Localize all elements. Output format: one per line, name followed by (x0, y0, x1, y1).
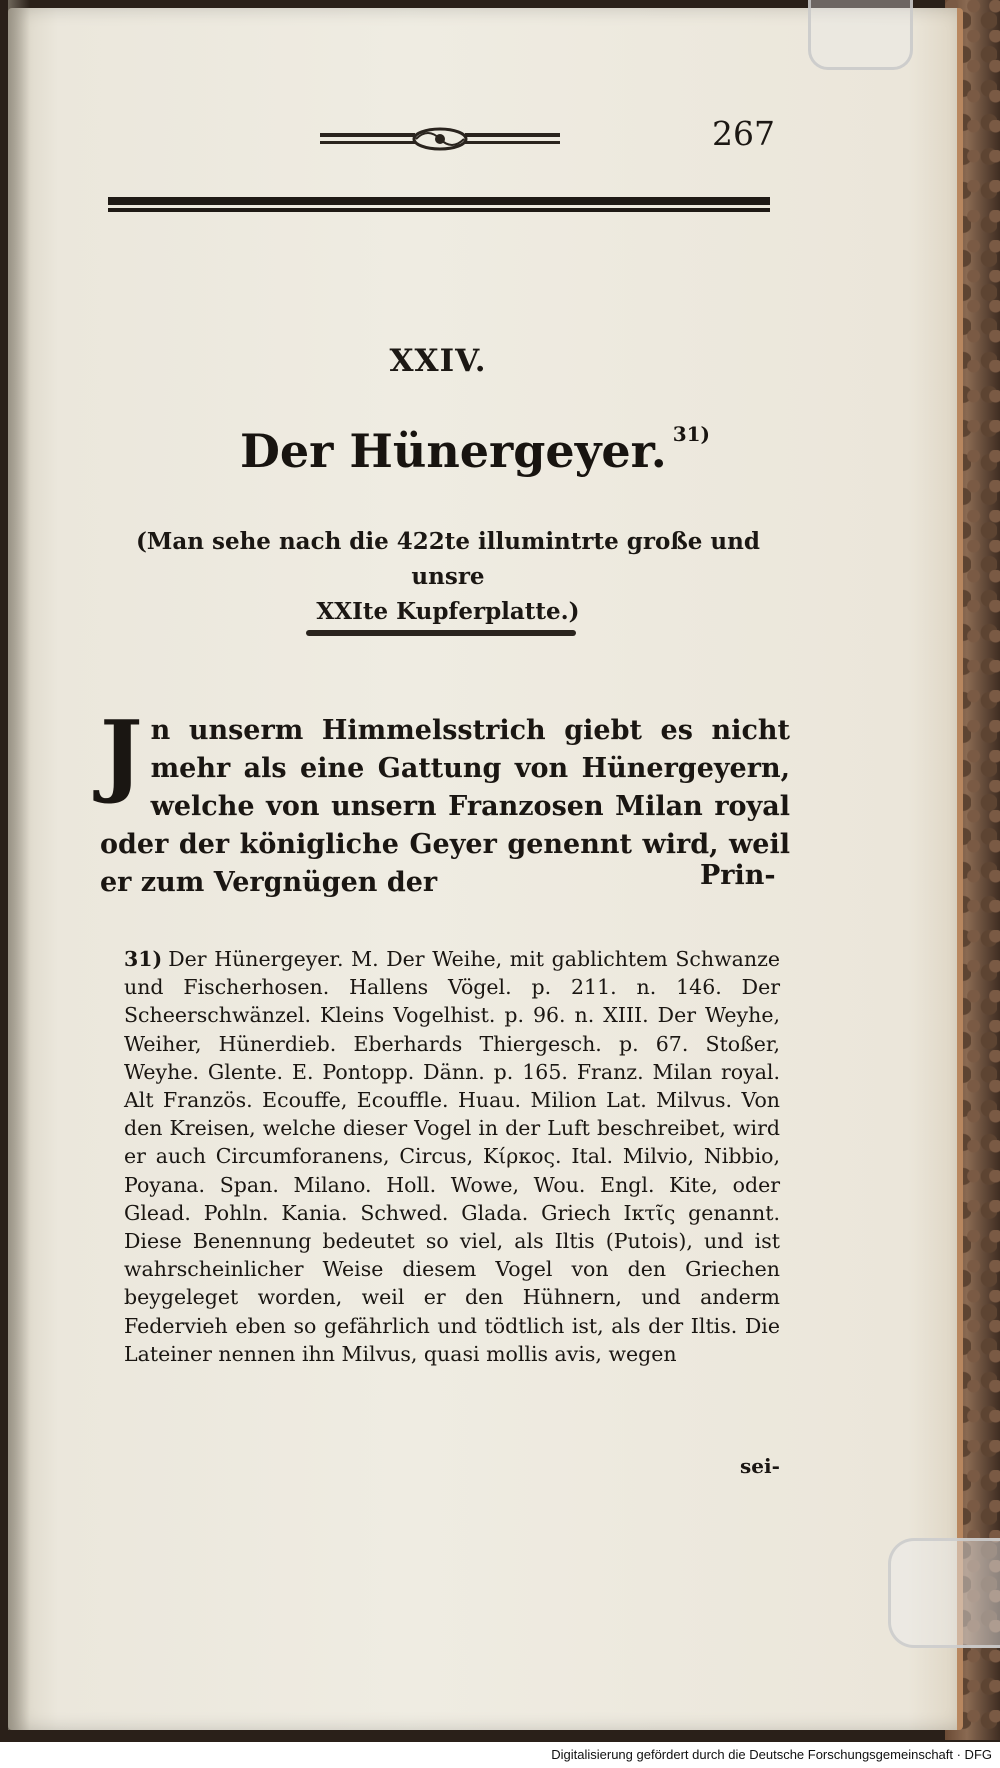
chapter-title-text: Der Hünergeyer. (240, 424, 667, 478)
page-number: 267 (712, 114, 775, 153)
page-clip-bottom (888, 1538, 1000, 1648)
footnote-marker: 31) (124, 947, 163, 971)
header-ornament (320, 125, 560, 155)
digitization-credit: Digitalisierung gefördert durch die Deutsche Forschungsgemeinschaft · DFG (0, 1742, 1000, 1768)
page-gutter-shadow (8, 0, 30, 1730)
body-text: n unserm Himmelsstrich giebt es nicht mehr als eine Gattung von Hünergeyern, welche von unsern Franzosen Milan royal oder der königliche Geyer genennt wird, weil er zum Vergnügen der (100, 715, 790, 898)
catchword: Prin- (700, 860, 776, 891)
footnote (124, 945, 780, 1368)
footnote-catchword: sei- (740, 1454, 780, 1478)
footnote-text: Der Hünergeyer. M. Der Weihe, mit gablichtem Schwanze und Fischerhosen. Hallens Vögel. p. 211. n. 146. Der Scheerschwänzel. Kleins Vogelhist. p. 96. n. XIII. Der Weyhe, Weiher, Hünerdieb. Eberhards Thiergesch. p. 67. Stoßer, Weyhe. Glente. E. Pontopp. Dänn. p. 165. Franz. Milan royal. Alt Französ. Ecouffe, Ecouffle. Huau. Milion Lat. Milvus. Von den Kreisen, welche dieser Vogel in der Luft beschreibet, wird er auch Circumforanens, Circus, Κίρκος. Ital. Milvio, Nibbio, Poyana. Span. Milano. Holl. Wowe, Wou. Engl. Kite, oder Glead. Pohln. Kania. Schwed. Glada. Griech Ικτῖς genannt. Diese Benennung bedeutet so viel, als Iltis (Putois), und ist wahrscheinlicher Weise diesem Vogel von den Griechen beygeleget worden, weil er den Hühnern, und anderm Federvieh eben so gefährlich und tödtlich ist, als der Iltis. Die Lateiner nennen ihn Milvus, quasi mollis avis, wegen (124, 947, 780, 1366)
plate-reference-line-2: XXIte Kupferplatte.) (316, 598, 580, 625)
chapter-title (240, 422, 710, 478)
double-rule (108, 197, 770, 214)
chapter-number: XXIV. (389, 343, 487, 379)
plate-reference-line-1: (Man sehe nach die 422te illumintrte große und unsre (136, 528, 760, 590)
separator-rule (306, 630, 576, 636)
drop-cap: J (100, 701, 143, 807)
page-clip-top (808, 0, 913, 70)
body-paragraph (100, 701, 790, 902)
plate-reference (118, 524, 778, 629)
title-footnote-ref: 31) (672, 422, 711, 446)
